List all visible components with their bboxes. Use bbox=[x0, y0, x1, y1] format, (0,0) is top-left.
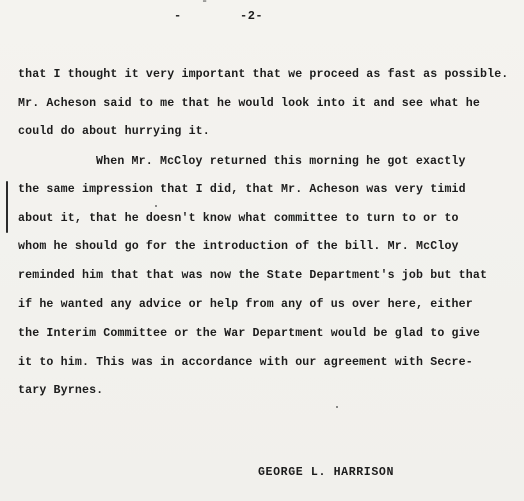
body-line-4: When Mr. McCloy returned this morning he got exactly bbox=[96, 155, 466, 168]
body-line-3: could do about hurrying it. bbox=[18, 125, 210, 138]
body-line-5: the same impression that I did, that Mr. Acheson was very timid bbox=[18, 183, 466, 196]
body-line-8: reminded him that that was now the State Department's job but that bbox=[18, 269, 488, 282]
body-line-11: it to him. This was in accordance with our agreement with Secre- bbox=[18, 356, 473, 369]
body-line-12: tary Byrnes. bbox=[18, 384, 104, 397]
stray-mark bbox=[155, 205, 157, 207]
page-number-dash: - bbox=[174, 9, 182, 23]
body-line-10: the Interim Committee or the War Department would be glad to give bbox=[18, 327, 480, 340]
margin-mark bbox=[6, 181, 8, 233]
body-line-2: Mr. Acheson said to me that he would look into it and see what he bbox=[18, 97, 480, 110]
stray-mark bbox=[336, 406, 338, 408]
page-number-label: -2- bbox=[240, 9, 264, 23]
body-line-1: that I thought it very important that we proceed as fast as possible. bbox=[18, 68, 509, 81]
body-line-6: about it, that he doesn't know what committee to turn to or to bbox=[18, 212, 459, 225]
signature: GEORGE L. HARRISON bbox=[258, 466, 395, 479]
body-line-7: whom he should go for the introduction of the bill. Mr. McCloy bbox=[18, 240, 459, 253]
top-mark: - bbox=[201, 0, 209, 8]
body-line-9: if he wanted any advice or help from any of us over here, either bbox=[18, 298, 473, 311]
